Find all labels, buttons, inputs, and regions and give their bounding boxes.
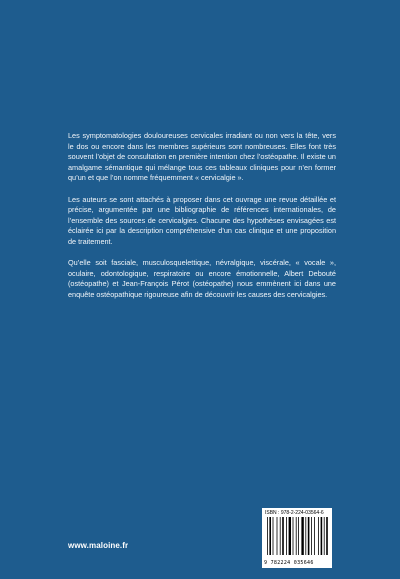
- barcode: [262, 508, 332, 568]
- summary-paragraph-2: Les auteurs se sont attachés à proposer dans cet ouvrage une revue détaillée et précise, argumentée par une bibliographie de références internationales, de l’ensemble des sources de cervicalgies. Chacune des hypothèses envisagées est éclairée ici par la description compréhensive d’un cas clinique et une proposition de traitement.: [68, 194, 336, 246]
- summary-paragraph-1: Les symptomatologies douloureuses cervicales irradiant ou non vers la tête, vers le dos ou encore dans les membres supérieurs sont nombreuses. Elles font très souvent l’objet de consultation en première intention chez l’ostéopathe. Il existe un amalgame sémantique qui mélange tous ces tableaux cliniques pour n’en former qu’un et que l’on nomme fréquemment « cervicalgie ».: [68, 131, 336, 182]
- barcode-bars: [267, 517, 329, 555]
- publisher-website: www.maloine.fr: [68, 541, 129, 550]
- summary-text: [68, 131, 336, 311]
- barcode-digits: 9 782224 035646: [264, 560, 314, 566]
- summary-paragraph-3: Qu’elle soit fasciale, musculosquelettique, névralgique, viscérale, « vocale », oculaire, odontologique, respiratoire ou encore émotionnelle, Albert Debouté (ostéopathe) et Jean-François Pérot (ostéopathe) nous emmènent ici dans une enquête ostéopathique rigoureuse afin de découvrir les causes des cervicalgies.: [68, 258, 336, 299]
- isbn-label: ISBN : 978-2-224-03564-6: [265, 510, 324, 516]
